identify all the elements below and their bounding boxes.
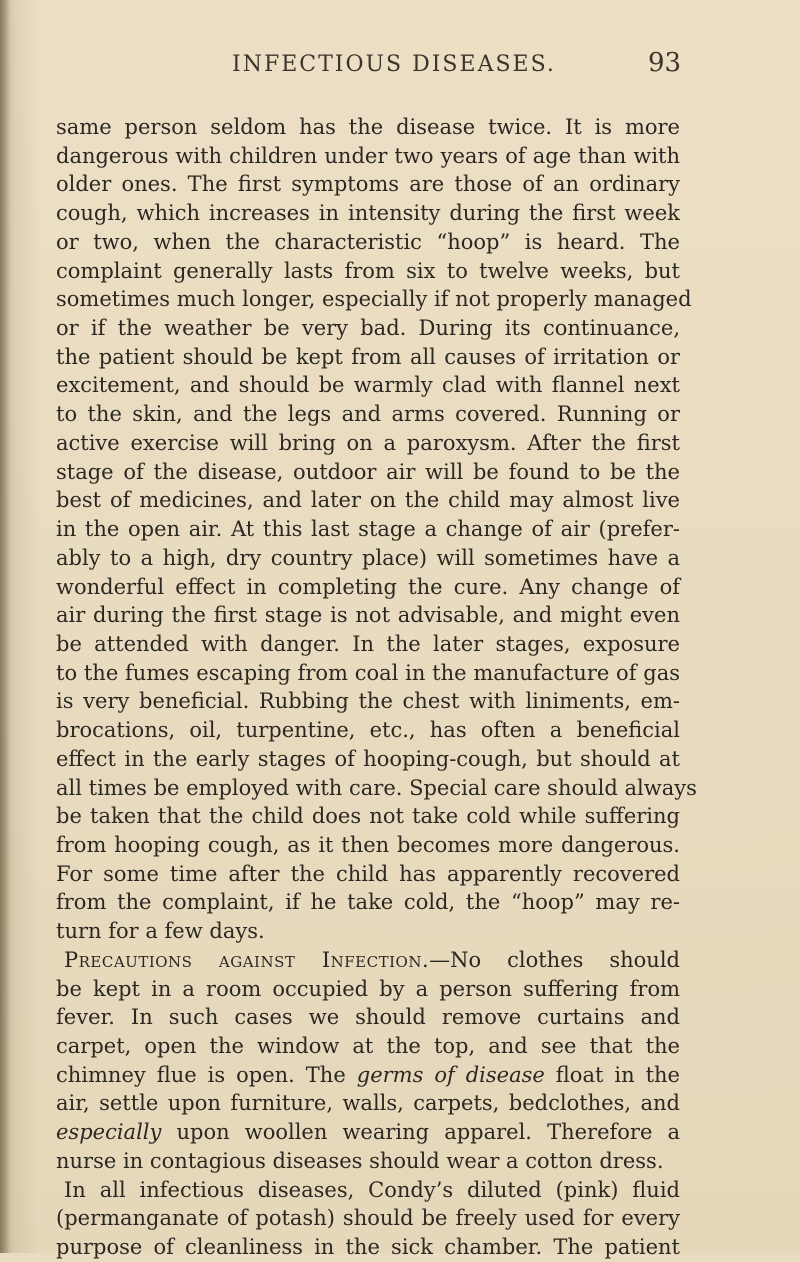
text-line: (permanganate of potash) should be freely used for every (56, 1206, 680, 1231)
text-line: For some time after the child has apparently recovered (56, 861, 680, 886)
text-line: same person seldom has the disease twice. It is more (56, 115, 680, 139)
text-line: to the skin, and the legs and arms covered. Running or (56, 402, 680, 427)
italic-phrase: especially (56, 1120, 162, 1145)
text-line: stage of the disease, outdoor air will be found to be the (56, 459, 680, 484)
section-heading: Precautions against Infection. (64, 947, 430, 972)
text-line: complaint generally lasts from six to twelve weeks, but (56, 258, 680, 283)
text-line: to the fumes escaping from coal in the manufacture of gas (56, 660, 680, 685)
running-head (0, 48, 800, 82)
text-line: from hooping cough, as it then becomes more dangerous. (56, 832, 680, 857)
text-line: from the complaint, if he take cold, the “hoop” may re- (56, 890, 680, 915)
italic-phrase: germs of disease (356, 1062, 545, 1087)
running-title: INFECTIOUS DISEASES. (232, 52, 556, 77)
section-heading-line (56, 946, 680, 975)
text-line: best of medicines, and later on the child may almost live (56, 488, 680, 513)
text-line: older ones. The first symptoms are those of an ordinary (56, 172, 680, 197)
text-line: all times be employed with care. Special care should always (56, 775, 697, 800)
text-line: sometimes much longer, especially if not properly managed (56, 287, 692, 312)
text-line: be taken that the child does not take cold while suffering (56, 804, 680, 829)
text-line: or two, when the characteristic “hoop” is heard. The (56, 229, 680, 254)
text-line: be kept in a room occupied by a person suffering from (56, 976, 680, 1001)
body-text (56, 113, 697, 1262)
text-line: or if the weather be very bad. During its continuance, (56, 316, 680, 341)
text-segment: chimney flue is open. The (56, 1062, 346, 1087)
text-segment: float in the (555, 1062, 680, 1087)
text-line: turn for a few days. (56, 919, 265, 944)
text-line: effect in the early stages of hooping-cough, but should at (56, 746, 680, 771)
text-line: purpose of cleanliness in the sick chamber. The patient (56, 1235, 680, 1260)
text-line: be attended with danger. In the later stages, exposure (56, 631, 680, 656)
text-line: ably to a high, dry country place) will sometimes have a (56, 545, 680, 570)
text-line: air during the first stage is not advisable, and might even (56, 603, 680, 628)
text-segment: upon woollen wearing apparel. Therefore a (176, 1120, 680, 1145)
text-line: cough, which increases in intensity during the first week (56, 201, 680, 226)
text-line: brocations, oil, turpentine, etc., has often a beneficial (56, 718, 680, 743)
text-line (56, 1061, 680, 1090)
text-line: nurse in contagious diseases should wear a cotton dress. (56, 1148, 664, 1173)
text-line: is very beneficial. Rubbing the chest with liniments, em- (56, 689, 680, 714)
text-line: In all infectious diseases, Condy’s diluted (pink) fluid (64, 1177, 680, 1202)
section-heading-continuation: —No clothes should (429, 947, 680, 972)
text-line: fever. In such cases we should remove curtains and (56, 1005, 680, 1030)
page-gutter-shadow (0, 0, 10, 1253)
text-line: excitement, and should be warmly clad with flannel next (56, 373, 680, 398)
text-line: active exercise will bring on a paroxysm. After the first (56, 430, 680, 455)
text-line: dangerous with children under two years of age than with (56, 143, 680, 168)
text-line: air, settle upon furniture, walls, carpets, bedclothes, and (56, 1091, 680, 1116)
text-line: in the open air. At this last stage a change of air (prefer- (56, 517, 680, 542)
text-line: wonderful effect in completing the cure. Any change of (56, 574, 680, 599)
text-line: the patient should be kept from all causes of irritation or (56, 344, 680, 369)
page-number: 93 (648, 48, 682, 78)
text-line (56, 1118, 680, 1147)
text-line: carpet, open the window at the top, and see that the (56, 1034, 680, 1058)
